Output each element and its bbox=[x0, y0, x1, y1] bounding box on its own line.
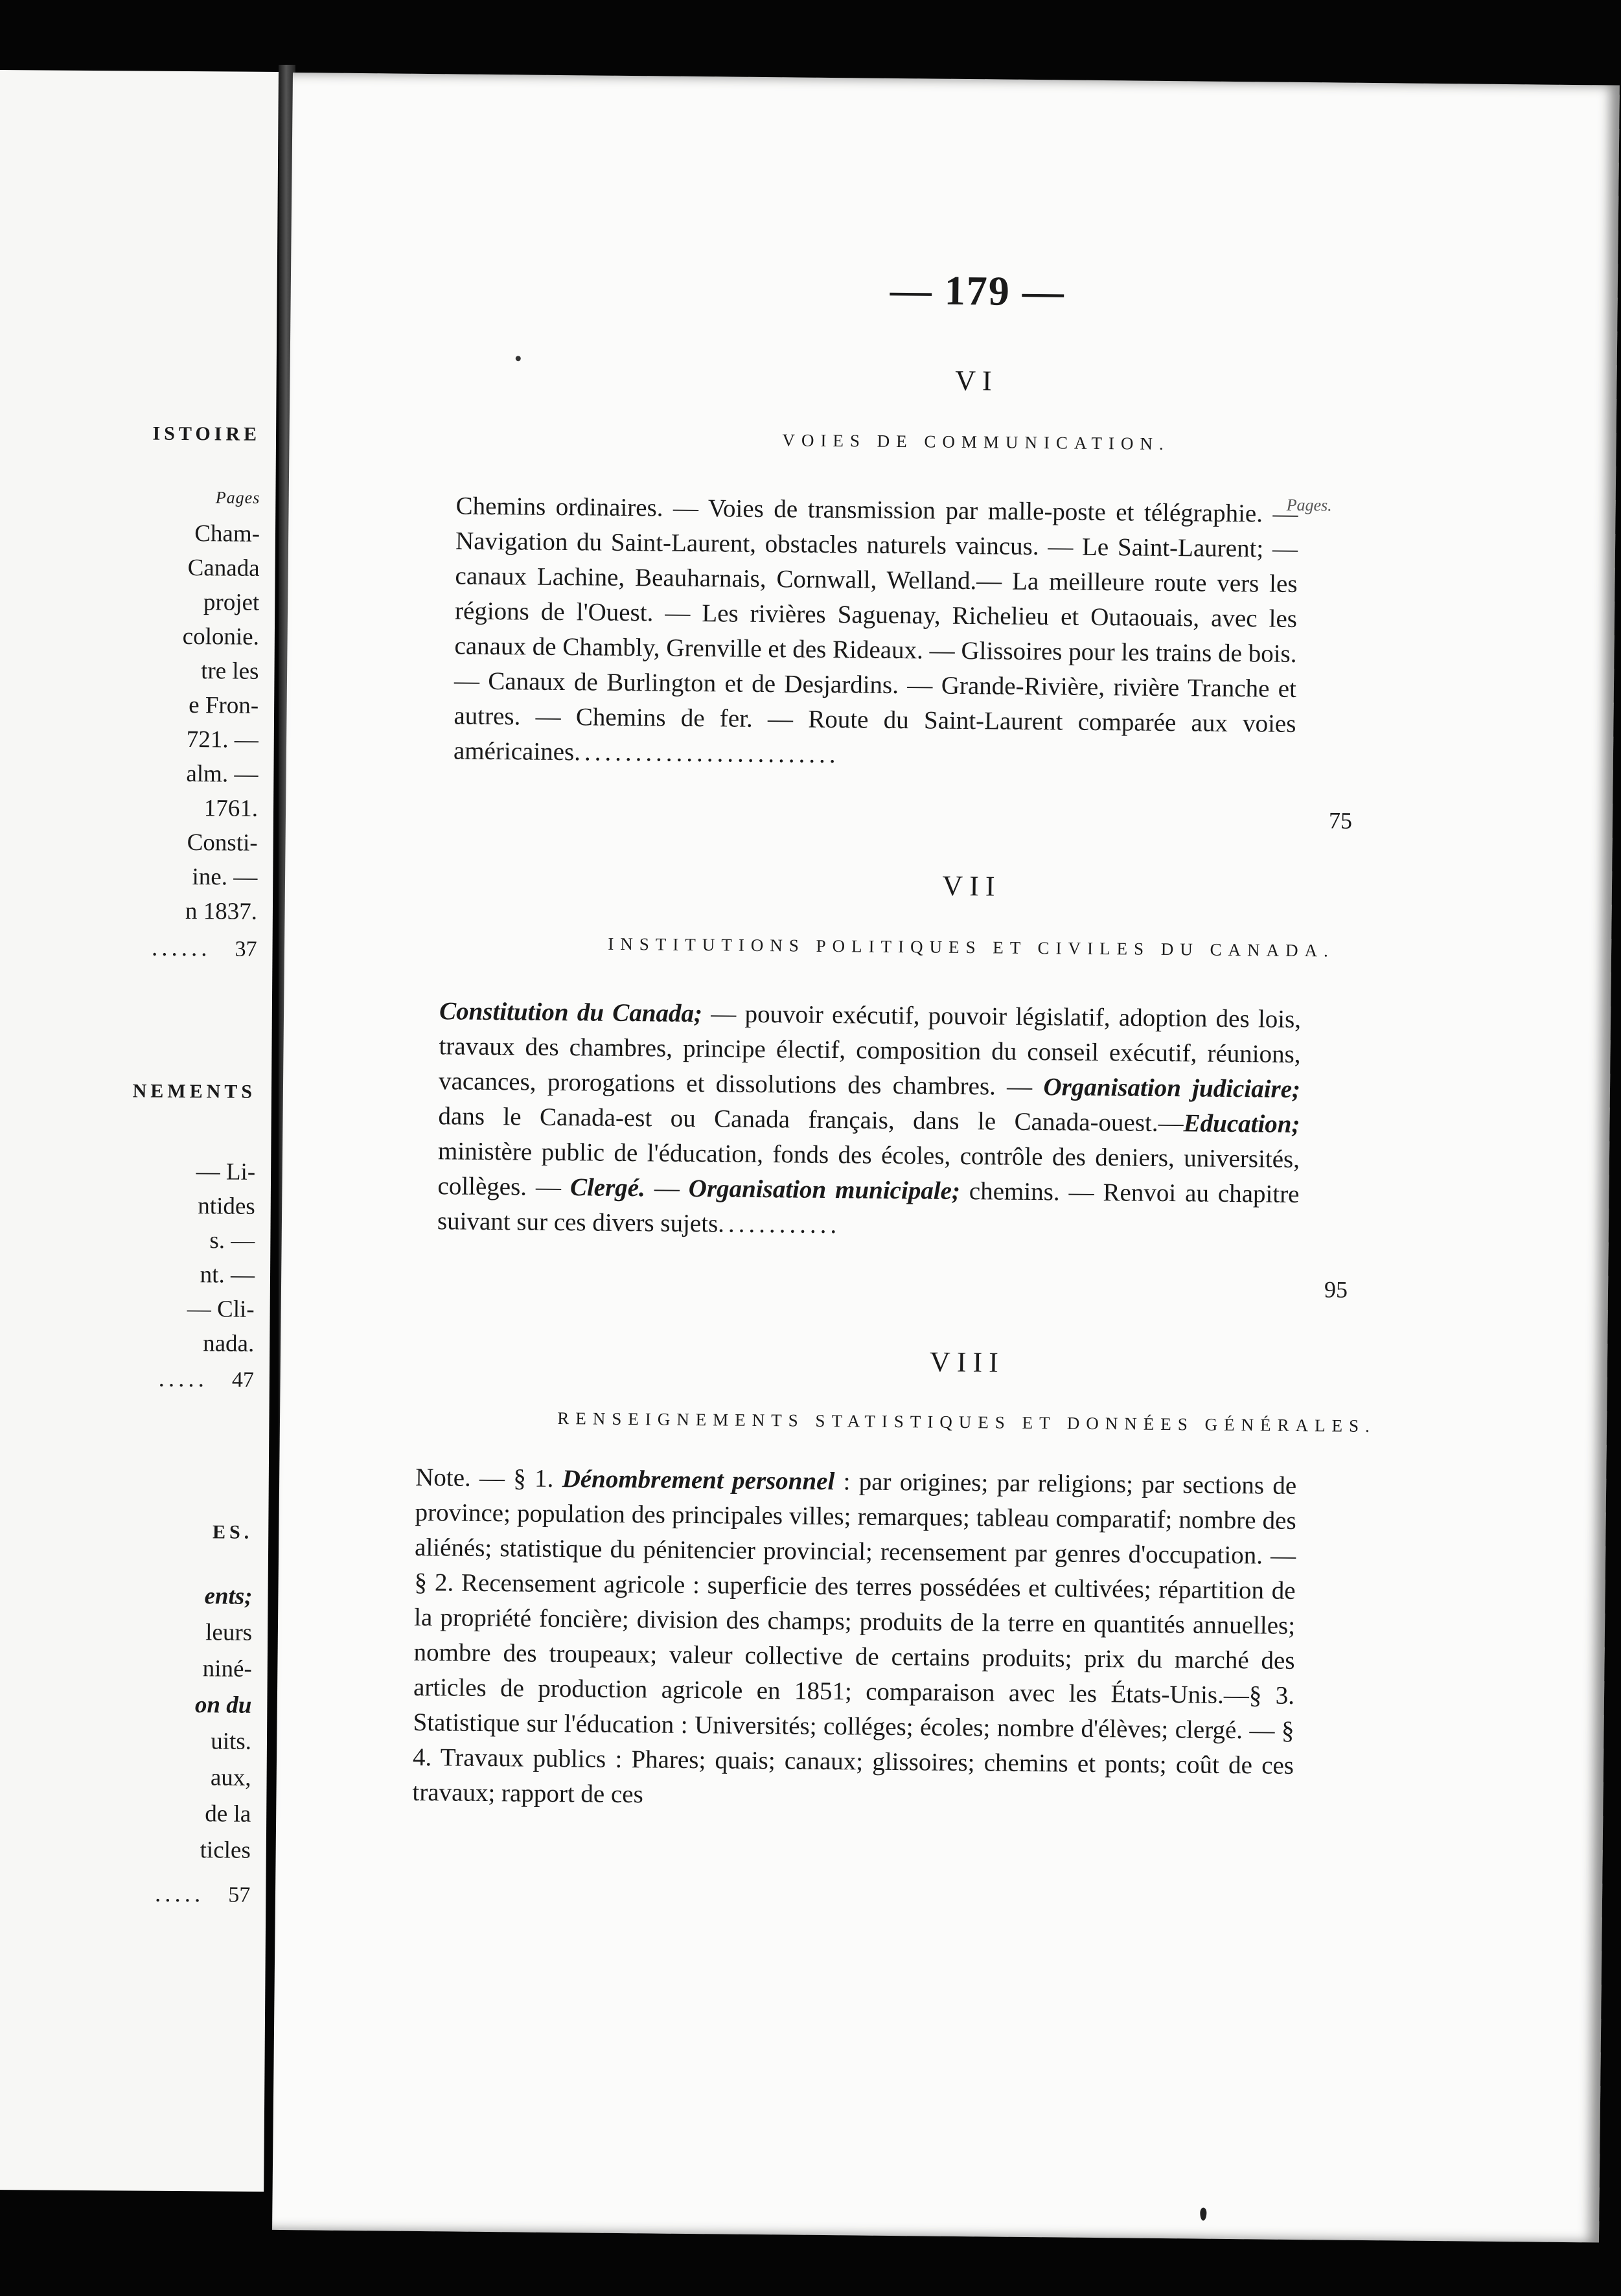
left-line-fragment: leurs bbox=[205, 1619, 253, 1646]
section-vii-title: INSTITUTIONS POLITIQUES ET CIVILES DU CANADA. bbox=[608, 934, 1335, 961]
left-line-fragment: — Li- bbox=[196, 1158, 256, 1186]
left-line-fragment: 721. — bbox=[186, 726, 259, 753]
left-line-fragment: e Fron- bbox=[189, 692, 259, 719]
section-vii-lead-italic: Constitution du Canada; bbox=[439, 997, 703, 1028]
left-entry-c-leaders: ..... 57 bbox=[154, 1880, 251, 1908]
section-viii-entry bbox=[412, 1460, 1296, 1819]
left-line-fragment: projet bbox=[203, 589, 260, 616]
section-vii-text-3: ministère public de l'éducation, fonds des écoles, contrôle des deniers, universités, collèges. — bbox=[437, 1137, 1300, 1202]
section-vi-numeral: VI bbox=[955, 364, 998, 397]
section-vi-title: VOIES DE COMMUNICATION. bbox=[782, 430, 1170, 454]
section-vii-italic-3: Education; bbox=[1183, 1109, 1300, 1138]
left-entry-b-page: 47 bbox=[231, 1368, 255, 1392]
section-viii-title: RENSEIGNEMENTS STATISTIQUES ET DONNÉES GÉNÉRALES. bbox=[557, 1408, 1376, 1436]
section-vii-text-4: — bbox=[645, 1174, 689, 1202]
left-line-fragment: 1761. bbox=[203, 795, 259, 822]
printer-ornament bbox=[1200, 2208, 1206, 2221]
left-line-fragment: aux, bbox=[210, 1764, 251, 1791]
left-entry-c-page: 57 bbox=[228, 1883, 251, 1907]
left-line-fragment: nt. — bbox=[200, 1261, 255, 1289]
left-lines-a bbox=[0, 70, 279, 72]
left-line-fragment: niné- bbox=[202, 1655, 252, 1682]
section-vii-text-5: chemins. — Renvoi au chapitre suivant sur ces divers sujets bbox=[437, 1177, 1300, 1238]
section-viii-text-1: : par origines; par religions; par sections de province; population des principales villes; remarques; tableau comparatif; nombre des aliénés; statistique du pénitencier provincial; recensement par genres d'occupation. — § 2. Recensement agricole : superficie des terres possédées et cultivées; répartition de la propriété foncière; division des champs; produits de la terre en quantités annuelles; nombre des troupeaux; valeur collective de certains produits; prix du marché des articles de production agricole en 1851; comparaison avec les États-Unis.—§ 3. Statistique sur l'éducation : Universités; colléges; écoles; nombre d'élèves; clergé. — § 4. Travaux publics : Phares; quais; canaux; glissoires; chemins et ponts; coût de ces travaux; rapport de ces bbox=[412, 1467, 1297, 1809]
left-heading-b: NEMENTS bbox=[132, 1080, 257, 1103]
section-vii-text-1: — pouvoir exécutif, pouvoir législatif, adoption des lois, travaux des chambres, principe électif, composition du conseil exécutif, réunions, vacances, prorogations et dissolutions des chambres. — bbox=[438, 1000, 1302, 1101]
left-line-fragment: Cham- bbox=[194, 520, 260, 547]
left-line-fragment: tre les bbox=[201, 658, 259, 685]
section-viii-lead: Note. — § 1. bbox=[415, 1463, 562, 1493]
section-vi-text: Chemins ordinaires. — Voies de transmission par malle-poste et télégraphie. — Navigation du Saint-Laurent, obstacles naturels vaincus. — Le Saint-Laurent; — canaux Lachine, Beauharnais, Cornwall, Welland.— La meilleure route vers les régions de l'Ouest. — Les rivières Saguenay, Richelieu et Outaouais, avec les canaux de Chambly, Grenville et des Rideaux. — Glissoires pour les trains de bois. — Canaux de Burlington et de Desjardins. — Grande-Rivière, rivière Tranche et autres. — Chemins de fer. — Route du Saint-Laurent comparée aux voies américaines bbox=[453, 492, 1298, 766]
left-lines-b bbox=[0, 70, 279, 72]
section-vi-leaders: .......................... bbox=[573, 738, 840, 769]
left-heading-c: ES. bbox=[212, 1521, 253, 1543]
section-vii-italic-5: Organisation municipale; bbox=[688, 1174, 961, 1205]
left-lines-c bbox=[0, 70, 279, 72]
left-line-fragment: — Cli- bbox=[187, 1296, 255, 1323]
left-line-fragment: colonie. bbox=[182, 623, 260, 650]
left-line-fragment: on du bbox=[194, 1692, 252, 1719]
section-vi-entry bbox=[454, 488, 1298, 776]
left-line-fragment: Consti- bbox=[187, 829, 258, 856]
left-line-fragment: ntides bbox=[198, 1193, 255, 1220]
section-vii-italic-2: Organisation judiciaire; bbox=[1043, 1073, 1301, 1103]
left-line-fragment: nada. bbox=[203, 1330, 255, 1357]
left-line-fragment: Canada bbox=[187, 555, 260, 582]
section-vii-leaders: ............ bbox=[718, 1210, 841, 1239]
section-viii-italic-1: Dénombrement personnel bbox=[562, 1465, 835, 1496]
left-line-fragment: ents; bbox=[204, 1583, 253, 1610]
left-entry-b-leaders: ..... 47 bbox=[158, 1365, 255, 1393]
pages-label: Pages. bbox=[1286, 495, 1332, 515]
section-vii-text-2: dans le Canada-est ou Canada français, dans le Canada-ouest.— bbox=[438, 1102, 1184, 1138]
left-line-fragment: ticles bbox=[200, 1837, 251, 1864]
section-vii-entry bbox=[437, 994, 1302, 1247]
section-vii-page: 95 bbox=[1324, 1276, 1348, 1303]
speck-mark bbox=[516, 356, 521, 361]
left-pages-label: Pages bbox=[215, 488, 260, 507]
left-line-fragment: alm. — bbox=[186, 761, 259, 788]
page-number: — 179 — bbox=[890, 266, 1066, 315]
left-heading-a: ISTOIRE bbox=[152, 422, 261, 445]
left-line-fragment: de la bbox=[205, 1800, 251, 1828]
section-vi-page: 75 bbox=[1328, 807, 1353, 834]
left-line-fragment: n 1837. bbox=[185, 898, 258, 925]
left-line-fragment: ine. — bbox=[192, 864, 258, 891]
section-vii-italic-4: Clergé. bbox=[569, 1173, 646, 1202]
left-entry-a-leaders: ...... 37 bbox=[151, 934, 257, 962]
section-viii-numeral: VIII bbox=[929, 1346, 1006, 1379]
left-line-fragment: s. — bbox=[209, 1227, 255, 1254]
left-line-fragment: uits. bbox=[211, 1728, 252, 1755]
right-page bbox=[272, 73, 1620, 2243]
section-vii-numeral: VII bbox=[942, 869, 1002, 902]
left-entry-a-page: 37 bbox=[235, 937, 257, 961]
left-page bbox=[0, 70, 279, 2192]
